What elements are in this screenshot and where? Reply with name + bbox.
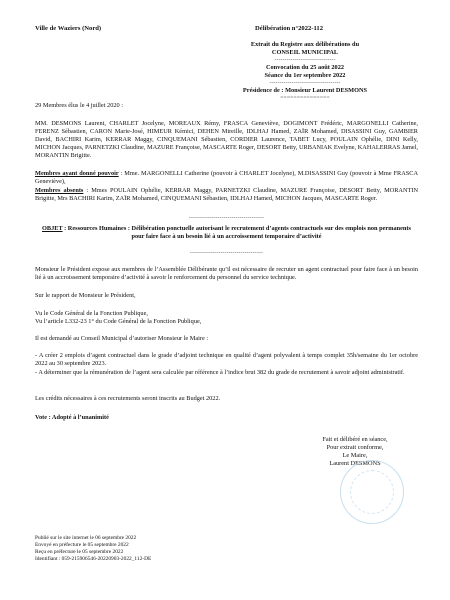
separator: ===============: [280, 95, 330, 101]
signature-line-3: Le Maire,: [342, 452, 368, 459]
proxy-label: Membres ayant donné pouvoir: [35, 170, 119, 177]
seance-date: Séance du 1er septembre 2022: [264, 72, 346, 79]
proxy-text: : Mme. MARGONELLI Catherine (pouvoir à CHARLET Jocelyne), M.DISASSINI Guy (pouvoir à Mme FRASCA Geneviève),: [35, 170, 419, 185]
footer-received: Reçu en préfecture le 05 septembre 2022: [35, 549, 124, 555]
separator: ------------------------------: [274, 57, 336, 63]
creation-paragraph: - A créer 2 emplois d’agent contractuel dans le grade d’adjoint technique en qualité d’agent polyvalent à temps complet 35h/semaine du 1er octobre 2022 au 30 septembre 2023.: [35, 352, 418, 367]
vote-label: Vote: [35, 414, 48, 421]
present-members: MM. DESMONS Laurent, CHARLET Jocelyne, MOREAUX Rémy, FRASCA Geneviève, DOGIMONT Frédéric, MARGONELLI Catherine, FERENZ Sébastien, CARON Marie-José, HIMEUR Kémici, DEHEN Mireille, IDLHAJ Hamed, ZAÏR Mohamed, DISASSINI Guy, GAMBIER David, BACHIRI Karim, KERRAR Maggy, CINQUEMANI Sébastien, CORDIER Laurence, TABET Lucy, POULAIN Ophélie, DINI Kelly, MICHON Jacques, PARNETZKI Claudine, MAZURE Françoise, MASCARTE Roger, DESORT Betty, URBANIAK Evelyne, KAHALERRAS Jamel, MORANTIN Brigitte.: [35, 120, 418, 159]
convocation-date: Convocation du 25 août 2022: [265, 64, 345, 71]
objet-block: [40, 225, 413, 241]
vu-article-line: Vu l’article L332-23 1° du Code Général de la Fonction Publique,: [35, 318, 202, 325]
remuneration-paragraph: - A déterminer que la rémunération de l’agent sera calculée par référence à l’indice brut 382 du grade de recrutement à savoir adjoint administratif.: [35, 369, 405, 376]
extract-line-2: CONSEIL MUNICIPAL: [271, 49, 339, 56]
exposition-paragraph: Monsieur le Président expose aux membres de l’Assemblée Délibérante qu’il est nécessaire de recruter un agent contractuel pour faire face à un besoin lié à un accroissement temporaire d’activité à savoir le renforcement du personnel du service technique.: [35, 266, 418, 281]
official-seal: [340, 460, 404, 524]
signature-line-2: Pour extrait conforme,: [326, 444, 384, 451]
rapport-line: Sur le rapport de Monsieur le Président,: [35, 292, 136, 299]
vu-code-line: Vu le Code Général de la Fonction Publique,: [35, 310, 148, 317]
signature-line-4: Laurent DESMONS: [329, 460, 381, 467]
request-line: Il est demandé au Conseil Municipal d’autoriser Monsieur le Maire :: [35, 335, 209, 342]
members-count: 29 Membres élus le 4 juillet 2020 :: [35, 102, 123, 109]
absent-text: : Mmes POULAIN Ophélie, KERRAR Maggy, PARNETZKI Claudine, MAZURE Françoise, DESORT Betty, MORANTIN Brigitte, Mrs BACHIRI Karim, ZAÏR Mohamed, CINQUEMANI Sébastien, IDLHAJ Hamed, MICHON Jacques, MASCARTE Roger.: [35, 187, 418, 202]
proxy-members: [35, 170, 418, 186]
extract-line-1: Extrait du Registre aux délibérations du: [250, 41, 360, 48]
separator: -------------------------------------: [188, 215, 265, 221]
footer-published: Publié sur le site internet le 06 septembre 2022: [35, 535, 137, 541]
absent-members: [35, 187, 418, 203]
presidence: Présidence de : Monsieur Laurent DESMONS: [242, 87, 368, 94]
objet-label: OBJET: [42, 225, 63, 232]
deliberation-number: Délibération n°2022-112: [255, 25, 324, 32]
signature-line-1: Fait et délibéré en séance,: [322, 436, 388, 443]
budget-line: Les crédits nécessaires à ces recrutements seront inscrits au Budget 2022.: [35, 395, 221, 402]
vote-result: [35, 414, 109, 422]
footer-sent: Envoyé en préfecture le 05 septembre 2022: [35, 542, 129, 548]
objet-text: : Ressources Humaines : Délibération ponctuelle autorisant le recrutement d’agents contractuels sur des emplois non permanents pour faire face à un besoin lié à un accroissement temporaire d’activité: [62, 225, 411, 240]
vote-text: : Adopté à l’unanimité: [47, 414, 109, 421]
footer-identifier: Identifiant : 059-215906546-20220903-2022_112-DE: [35, 556, 152, 562]
absent-label: Membres absents: [35, 187, 84, 194]
separator: -----------------------------------: [269, 80, 341, 86]
separator: ------------------------------------: [189, 250, 264, 256]
town-name: Ville de Waziers (Nord): [35, 25, 102, 32]
